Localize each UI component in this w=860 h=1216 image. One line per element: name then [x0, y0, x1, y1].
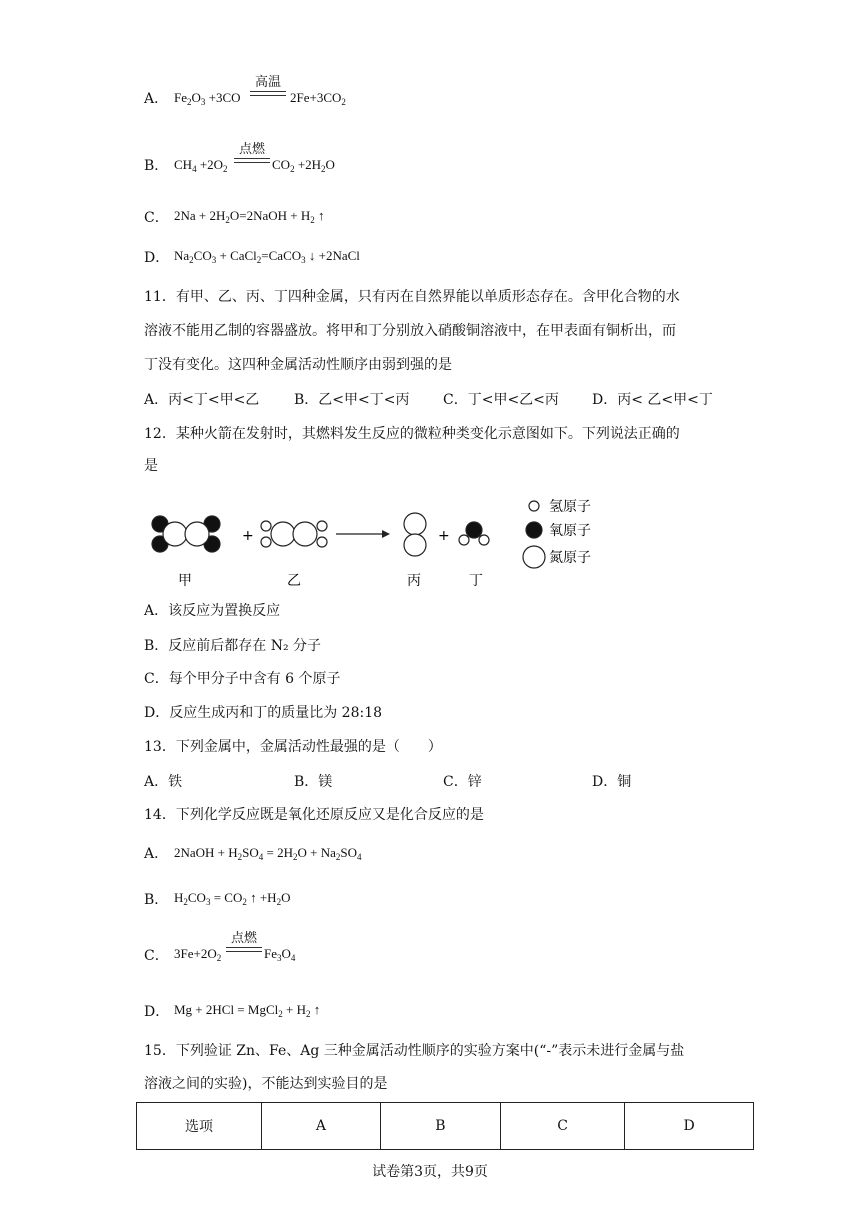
table-cell: A: [262, 1103, 381, 1150]
option-a: A．丙<丁<甲<乙: [144, 392, 260, 408]
option-a: A．铁: [144, 774, 183, 790]
option-d: D．铜: [592, 774, 632, 790]
q14-text: 14．下列化学反应既是氧化还原反应又是化合反应的是: [144, 807, 484, 823]
option-label: B．: [144, 892, 169, 908]
option-label: C．: [144, 948, 169, 964]
table-cell: B: [380, 1103, 500, 1150]
q14-equation-a: 2NaOH + $H_2SO_4 = 2H_2O + Na_2SO_4$: [174, 845, 362, 862]
q11-text-line2: 溶液不能用乙制的容器盛放。将甲和丁分别放入硝酸铜溶液中，在甲表面有铜析出，而: [144, 323, 676, 339]
option-b: B．乙<甲<丁<丙: [294, 392, 410, 408]
legend-nitrogen: 氮原子: [549, 550, 591, 566]
legend-hydrogen: 氢原子: [549, 499, 591, 515]
plus-sign: +: [438, 528, 450, 544]
q12-text-line2: 是: [144, 458, 158, 474]
label-bing: 丙: [407, 573, 421, 589]
q14-equation-d: Mg + 2HCl = MgCl$_2$ + $H_2$ ↑: [174, 1002, 321, 1019]
q10-option-d: [144, 248, 169, 268]
q11-text-line1: 11．有甲、乙、丙、丁四种金属，只有丙在自然界能以单质形态存在。含甲化合物的水: [144, 289, 680, 305]
q12-option-d: D．反应生成丙和丁的质量比为 28:18: [144, 705, 383, 721]
q10-equation-d: $Na_2CO_3$ + CaCl$_2$=CaCO$_3$ ↓ +2NaCl: [174, 248, 360, 265]
q10-condition-b: [234, 143, 270, 163]
q12-option-c: C．每个甲分子中含有 6 个原子: [144, 671, 341, 687]
option-label: B．: [144, 158, 169, 174]
q10-option-a: [144, 89, 168, 109]
q11-text-line3: 丁没有变化。这四种金属活动性顺序由弱到强的是: [144, 357, 452, 373]
option-label: D．: [144, 1004, 170, 1020]
label-jia: 甲: [178, 573, 192, 589]
option-label: D．: [144, 250, 170, 266]
condition-text: 点燃: [238, 142, 265, 157]
option-c: C．锌: [443, 774, 482, 790]
q12-text-line1: 12．某种火箭在发射时，其燃料发生反应的微粒种类变化示意图如下。下列说法正确的: [144, 426, 680, 442]
page-footer: 试卷第3页，共9页: [372, 1164, 488, 1180]
q15-table: [136, 1102, 754, 1150]
q10-equation-b: $CH_4 +2O_2$: [174, 157, 228, 174]
q14-condition-c: [226, 932, 262, 952]
q10-equation-b-right: $CO_2 +2H_2O$: [272, 157, 335, 174]
q15-text-line2: 溶液之间的实验)，不能达到实验目的是: [144, 1076, 388, 1092]
molecule-yi: [261, 521, 327, 547]
q14-option-c: [144, 946, 169, 966]
table-cell: D: [625, 1103, 754, 1150]
q14-option-a: [144, 844, 168, 864]
equals-bar: [234, 158, 270, 163]
option-c: C．丁<甲<乙<丙: [443, 392, 559, 408]
option-d: D．丙< 乙<甲<丁: [592, 392, 713, 408]
table-row: [137, 1103, 754, 1150]
option-label: A．: [144, 91, 169, 107]
q10-option-c: [144, 208, 169, 228]
molecule-bing: [404, 513, 426, 556]
q14-option-b: [144, 890, 168, 910]
table-cell: C: [501, 1103, 625, 1150]
table-cell: 选项: [137, 1103, 262, 1150]
q12-option-b: B．反应前后都存在 N₂ 分子: [144, 638, 322, 654]
label-ding: 丁: [469, 573, 483, 589]
condition-text: 高温: [254, 75, 281, 90]
option-label: C．: [144, 210, 169, 226]
q14-equation-c: $3Fe+2O_2$: [174, 946, 222, 963]
molecule-ding: [459, 522, 489, 545]
q12-option-a: A．该反应为置换反应: [144, 603, 281, 619]
arrow-icon: [336, 530, 390, 538]
label-yi: 乙: [287, 573, 301, 589]
option-label: A．: [144, 846, 169, 862]
q10-equation-a-right: $2Fe+3CO_2$: [290, 90, 346, 107]
q14-option-d: [144, 1002, 169, 1022]
molecule-jia: [152, 516, 220, 552]
q10-equation-c: $2Na + 2H_2O=2NaOH + H_2$ ↑: [174, 208, 325, 225]
legend: [523, 501, 545, 568]
q10-equation-a: $Fe_2O_3 +3CO$: [174, 90, 241, 107]
condition-text: 点燃: [230, 931, 257, 946]
reaction-diagram: [144, 498, 614, 594]
q13-text: 13．下列金属中，金属活动性最强的是（ ）: [144, 739, 442, 755]
q15-text-line1: 15．下列验证 Zn、Fe、Ag 三种金属活动性顺序的实验方案中(“-”表示未进行金属与盐: [144, 1043, 685, 1059]
q10-condition-a: [250, 76, 286, 96]
plus-sign: +: [242, 528, 254, 544]
equals-bar: [226, 947, 262, 952]
q14-equation-b: $H_2CO_3 = CO_2$ ↑ $+H_2O$: [174, 890, 291, 907]
q14-equation-c-right: $Fe_3O_4$: [264, 946, 296, 963]
equals-bar: [250, 91, 286, 96]
option-b: B．镁: [294, 774, 333, 790]
q10-option-b: [144, 156, 168, 176]
legend-oxygen: 氧原子: [549, 523, 591, 539]
